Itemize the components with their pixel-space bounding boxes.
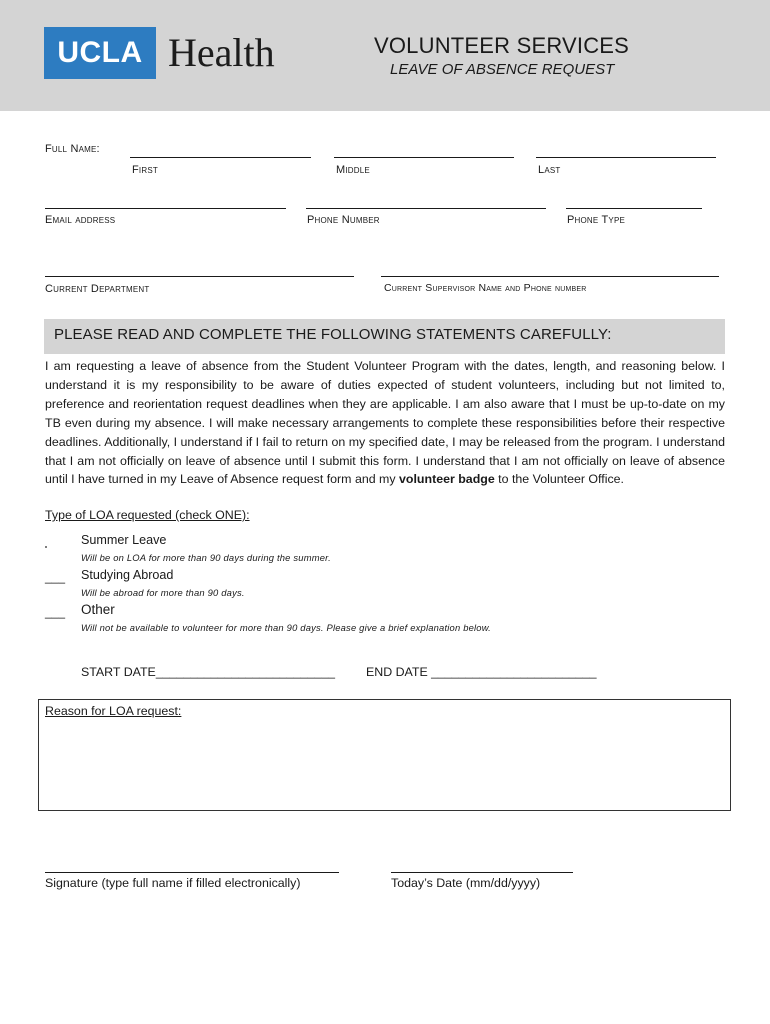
paragraph-bold: volunteer badge <box>399 472 495 487</box>
full-name-label: Full Name: <box>45 143 100 155</box>
last-name-field[interactable] <box>536 157 716 158</box>
logo-word: Health <box>168 30 275 75</box>
signature-field[interactable] <box>45 872 339 873</box>
option-studying-abroad: Studying Abroad <box>81 568 174 582</box>
middle-name-field[interactable] <box>334 157 514 158</box>
option-summer-leave-desc: Will be on LOA for more than 90 days during the summer. <box>81 552 331 563</box>
department-label: Current Department <box>45 283 150 295</box>
logo-box-text: UCLA <box>57 36 143 69</box>
paragraph-end: to the Volunteer Office. <box>494 472 625 487</box>
middle-label: Middle <box>336 164 370 176</box>
department-field[interactable] <box>45 276 354 277</box>
reason-textarea[interactable] <box>38 699 731 811</box>
phone-type-label: Phone Type <box>567 214 626 226</box>
option-other-desc: Will not be available to volunteer for more than 90 days. Please give a brief explanation below. <box>81 622 491 633</box>
summer-leave-checkbox[interactable] <box>45 546 47 548</box>
last-label: Last <box>538 164 561 176</box>
statements-paragraph <box>45 357 725 489</box>
option-studying-abroad-desc: Will be abroad for more than 90 days. <box>81 587 245 598</box>
signature-label: Signature (type full name if filled electronically) <box>45 876 301 890</box>
other-checkbox[interactable]: ___ <box>45 605 66 619</box>
email-field[interactable] <box>45 208 286 209</box>
studying-abroad-checkbox[interactable]: ___ <box>45 570 66 584</box>
todays-date-field[interactable] <box>391 872 573 873</box>
first-name-field[interactable] <box>130 157 311 158</box>
logo-box <box>44 27 156 79</box>
loa-type-label: Type of LOA requested (check ONE): <box>45 508 250 522</box>
end-date-field[interactable]: END DATE ________________________ <box>366 665 597 679</box>
reason-label: Reason for LOA request: <box>45 704 182 718</box>
page-title: VOLUNTEER SERVICES <box>374 33 630 58</box>
supervisor-label: Current Supervisor Name and Phone number <box>384 282 587 294</box>
ucla-health-logo <box>44 27 275 79</box>
page-subtitle: LEAVE OF ABSENCE REQUEST <box>390 61 615 78</box>
page-header <box>0 0 770 111</box>
option-other: Other <box>81 602 115 617</box>
todays-date-label: Today’s Date (mm/dd/yyyy) <box>391 876 541 890</box>
phone-number-field[interactable] <box>306 208 546 209</box>
option-summer-leave: Summer Leave <box>81 533 167 547</box>
statements-heading-band <box>44 319 725 354</box>
phone-number-label: Phone Number <box>307 214 380 226</box>
statements-heading: PLEASE READ AND COMPLETE THE FOLLOWING STATEMENTS CAREFULLY: <box>54 326 612 343</box>
supervisor-field[interactable] <box>381 276 719 277</box>
phone-type-field[interactable] <box>566 208 702 209</box>
paragraph-start: I am requesting a leave of absence from the Student Volunteer Program with the dates, length, and reasoning below. I understand it is my responsibility to be aware of duties expected of student volunteers, including but not limited to, preference and reorientation request deadlines when they are applicable. I am also aware that I must be up-to-date on my TB even during my absence. I will make necessary arrangements to complete these responsibilities before their respective deadlines. Additionally, I understand if I fail to return on my specified date, I may be released from the program. I understand that I am not officially on leave of absence until I submit this form. I understand that I am not officially on leave of absence until I have turned in my Leave of Absence request form and my <box>45 359 725 487</box>
start-date-field[interactable]: START DATE__________________________ <box>81 665 335 679</box>
email-label: Email address <box>45 214 116 226</box>
first-label: First <box>132 164 158 176</box>
